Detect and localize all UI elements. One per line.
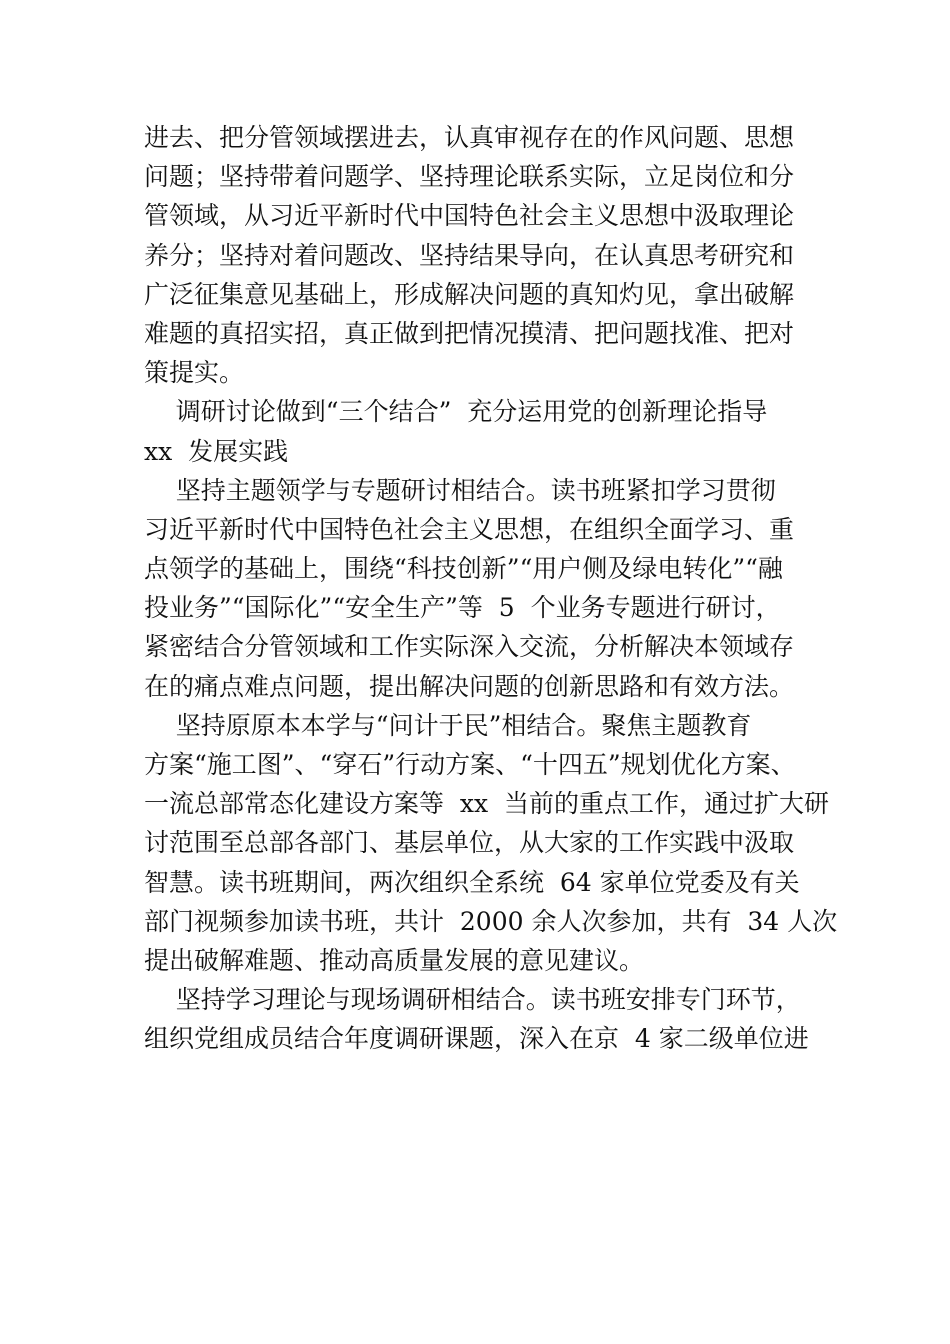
text-line-12: 点领学的基础上，围绕“科技创新”“用户侧及绿电转化”“融: [144, 554, 783, 584]
text-line-17: 方案“施工图”、“穿石”行动方案、“十四五”规划优化方案、: [144, 750, 796, 779]
text-line-16: 坚持原原本本学与“问计于民”相结合。聚焦主题教育: [144, 710, 752, 740]
text-line-3: 管领域，从习近平新时代中国特色社会主义思想中汲取理论: [144, 201, 795, 231]
text-line-13: 投业务”“国际化”“安全生产”等 5 个业务专题进行研讨，: [144, 593, 781, 623]
text-line-20: 智慧。读书班期间，两次组织全系统 64 家单位党委及有关: [144, 867, 800, 897]
text-line-14: 紧密结合分管领域和工作实际深入交流，分析解决本领域存: [144, 632, 795, 662]
text-line-5: 广泛征集意见基础上，形成解决问题的真知灼见，拿出破解: [144, 279, 795, 309]
text-line-2: 问题；坚持带着问题学、坚持理论联系实际，立足岗位和分: [144, 162, 795, 192]
text-line-11: 习近平新时代中国特色社会主义思想，在组织全面学习、重: [144, 514, 795, 544]
text-line-10: 坚持主题领学与专题研讨相结合。读书班紧扣学习贯彻: [144, 475, 776, 505]
text-line-19: 讨范围至总部各部门、基层单位，从大家的工作实践中汲取: [144, 828, 795, 858]
text-line-4: 养分；坚持对着问题改、坚持结果导向，在认真思考研究和: [144, 240, 795, 270]
text-line-15: 在的痛点难点问题，提出解决问题的创新思路和有效方法。: [144, 671, 795, 701]
text-line-1: 进去、把分管领域摆进去，认真审视存在的作风问题、思想: [144, 123, 795, 152]
section-heading-line-1: 调研讨论做到“三个结合” 充分运用党的创新理论指导: [144, 397, 768, 427]
text-line-23: 坚持学习理论与现场调研相结合。读书班安排专门环节，: [144, 985, 801, 1015]
text-line-22: 提出破解难题、推动高质量发展的意见建议。: [144, 945, 645, 975]
section-heading-line-2: xx 发展实践: [144, 436, 289, 466]
text-line-24: 组织党组成员结合年度调研课题，深入在京 4 家二级单位进: [144, 1024, 809, 1054]
document-body: [144, 118, 844, 1059]
text-line-7: 策提实。: [144, 358, 245, 388]
text-line-21: 部门视频参加读书班，共计 2000 余人次参加，共有 34 人次: [144, 906, 838, 936]
text-line-18: 一流总部常态化建设方案等 xx 当前的重点工作，通过扩大研: [144, 789, 829, 819]
text-line-6: 难题的真招实招，真正做到把情况摸清、把问题找准、把对: [144, 318, 795, 348]
